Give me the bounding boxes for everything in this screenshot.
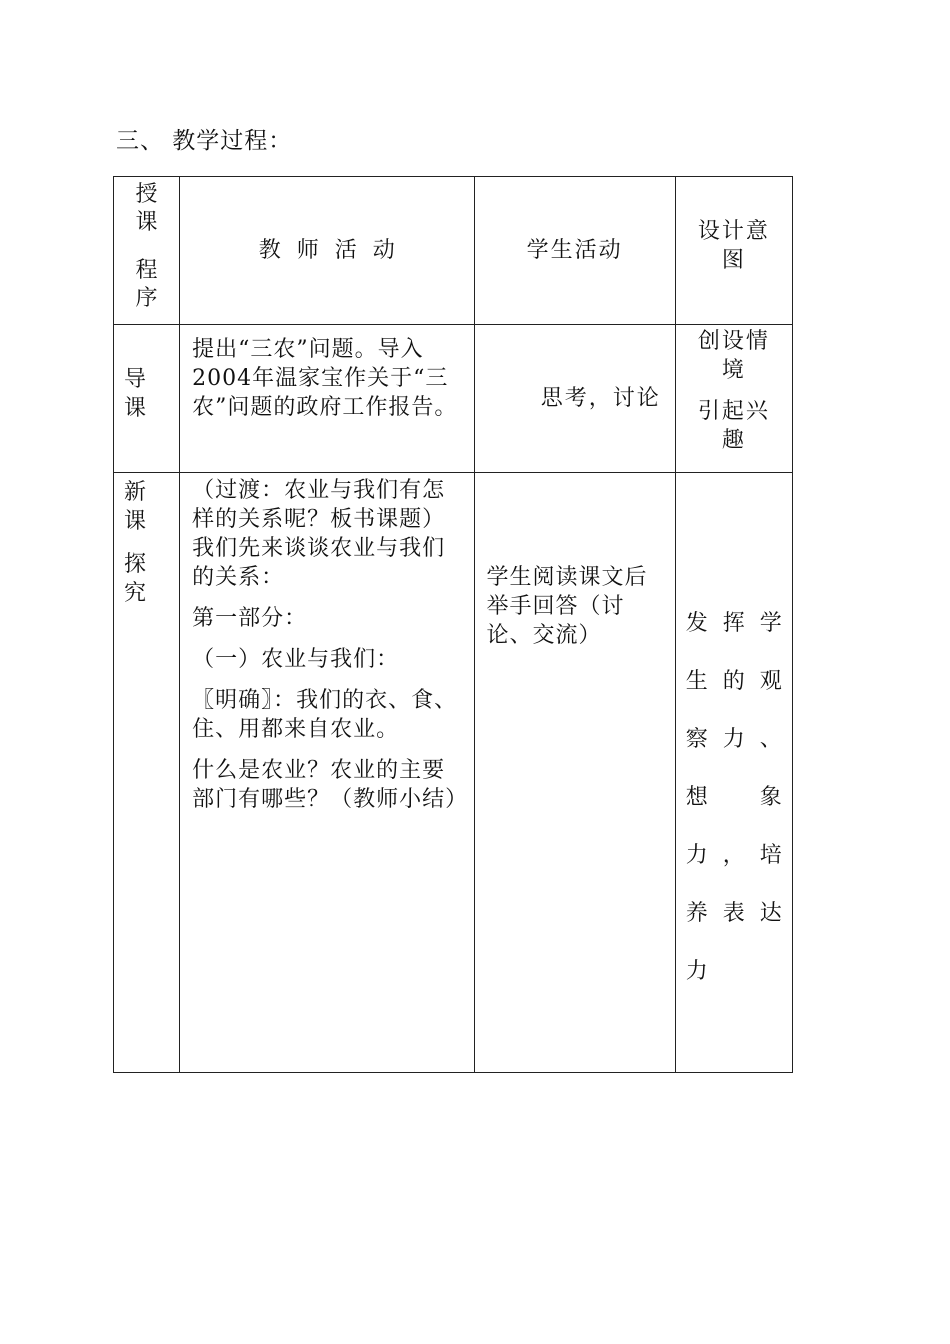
new-step-char: 新 [124,480,147,505]
header-design-line: 图 [721,248,746,273]
design-line [686,841,782,899]
new-step-char: 课 [124,509,147,534]
new-step-char: 探 [124,552,147,577]
intro-student-cell [474,325,675,473]
header-step-cell [114,177,180,325]
intro-design-line: 创设情 [697,329,770,354]
table-row-new-lesson [114,473,793,1073]
design-line [686,783,782,841]
intro-step-cell [114,325,180,473]
header-student-cell [474,177,675,325]
intro-student-text: 思考，讨论 [540,386,661,411]
design-char: 学 [759,611,782,636]
header-step-char: 程 [135,258,158,283]
new-student-text: 学生阅读课文后举手回答（讨论、交流） [486,565,648,648]
design-char: 、 [759,727,782,752]
table-row-intro [114,325,793,473]
design-char: 发 [685,611,708,636]
new-step-char: 究 [124,581,147,606]
new-student-cell [474,473,675,1073]
header-step-char: 授 [135,182,158,207]
header-teacher-label: 教师活动 [258,238,411,263]
design-char: 察 [685,727,708,752]
intro-teacher-cell [180,325,474,473]
intro-design-line: 引起兴 [697,399,770,424]
header-teacher-cell [180,177,474,325]
design-char: 挥 [722,611,745,636]
design-char: 想 [685,785,708,810]
table-header-row [114,177,793,325]
design-line [686,957,782,1015]
header-step-char: 序 [135,286,158,311]
design-char: ， [722,843,745,868]
intro-step-char: 导 [124,367,147,392]
new-teacher-cell [180,473,474,1073]
new-step-cell [114,473,180,1073]
teacher-paragraph: 〖明确〗：我们的衣、食、住、用都来自农业。 [192,688,458,742]
new-design-cell [675,473,792,1073]
design-char: 力 [685,959,708,984]
design-line [686,667,782,725]
intro-design-cell [675,325,792,473]
teacher-paragraph: 第一部分： [192,606,308,631]
design-char: 生 [685,669,708,694]
header-step-char: 课 [135,210,158,235]
design-char: 象 [759,785,782,810]
header-design-cell [675,177,792,325]
teaching-process-table [113,176,793,1073]
design-char: 的 [722,669,745,694]
design-char: 力 [685,843,708,868]
intro-step-char: 课 [124,396,147,421]
design-char: 表 [722,901,745,926]
design-char: 力 [722,727,745,752]
teacher-paragraph: （一）农业与我们： [192,647,400,672]
design-line [686,899,782,957]
section-heading: 三、 教学过程： [116,128,293,154]
design-char: 观 [759,669,782,694]
teacher-paragraph: 什么是农业？农业的主要部门有哪些？（教师小结） [192,758,469,812]
teacher-paragraph: （过渡：农业与我们有怎样的关系呢？板书课题）我们先来谈谈农业与我们的关系： [192,478,446,590]
design-line [686,725,782,783]
design-char: 养 [685,901,708,926]
intro-design-line: 趣 [721,428,746,453]
design-char: 培 [759,843,782,868]
intro-design-line: 境 [721,358,746,383]
design-char: 达 [759,901,782,926]
intro-teacher-text: 提出“三农”问题。导入2004年温家宝作关于“三农”问题的政府工作报告。 [192,337,458,420]
design-line [686,609,782,667]
header-student-label: 学生活动 [526,238,623,263]
header-design-line: 设计意 [697,219,770,244]
